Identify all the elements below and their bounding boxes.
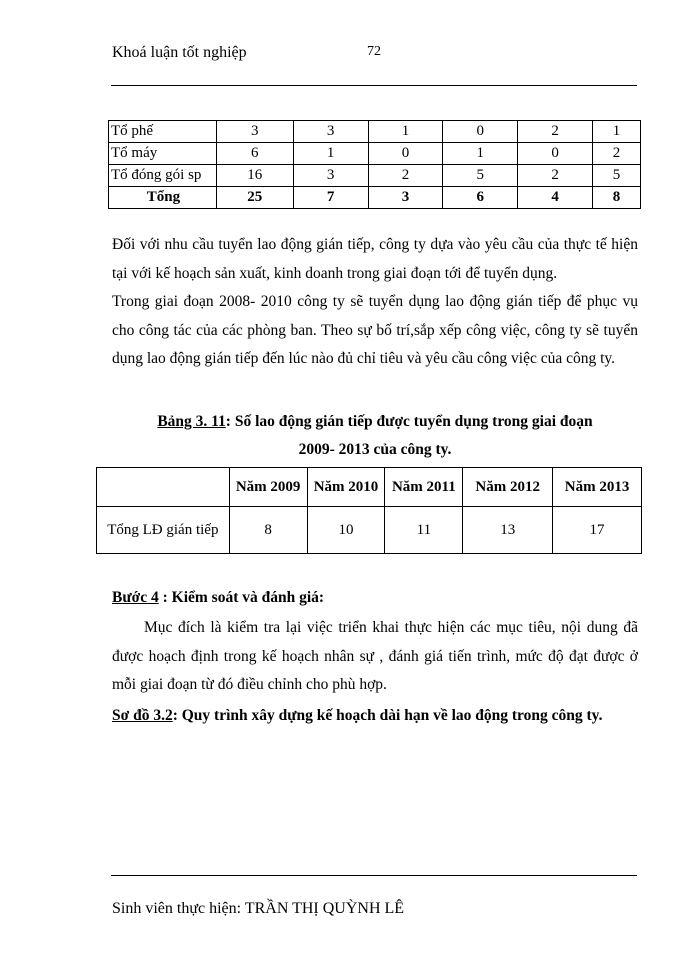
diagram-caption-label: Sơ đồ 3.2 [112,707,173,724]
table-row [109,165,641,187]
row-label: Tổng LĐ gián tiếp [97,507,230,554]
paragraph-recruitment-plan: Trong giai đoạn 2008- 2010 công ty sẽ tuyển dụng lao động gián tiếp để phục vụ cho công tác của các phòng ban. Theo sự bố trí,sắp xếp công việc, công ty sẽ tuyển dụng lao động gián tiếp đến lúc nào đủ chỉ tiêu và yêu cầu công việc của công ty. [112,293,638,367]
table-caption-line2: 2009- 2013 của công ty. [298,441,452,458]
table-cell: 4 [518,187,593,209]
table-cell: 1 [368,121,443,143]
column-header [97,468,230,507]
column-header: Năm 2012 [463,468,553,507]
header-title: Khoá luận tốt nghiệp [112,44,247,61]
table-cell: 0 [443,121,518,143]
total-label: Tổng [109,187,217,209]
table-cell: 1 [293,143,368,165]
paragraph-indirect-labor-needs: Đối với nhu cầu tuyển lao động gián tiếp, công ty dựa vào yêu cầu của thực tế hiện tại với kế hoạch sản xuất, kinh doanh trong giai đoạn tới để tuyển dụng. [112,236,638,282]
table-cell: 6 [216,143,293,165]
table-cell: 8 [593,187,641,209]
table-cell: 16 [216,165,293,187]
column-header: Năm 2009 [229,468,307,507]
column-header: Năm 2010 [307,468,385,507]
table-row [109,121,641,143]
table-caption-line1 [112,408,638,436]
column-header: Năm 2011 [385,468,463,507]
table-cell: 10 [307,507,385,554]
table-caption-label: Bảng 3. 11 [157,413,226,430]
page-number: 72 [367,44,381,59]
table-caption-text: : Số lao động gián tiếp được tuyển dụng trong giai đoạn [225,413,593,430]
table-cell: 3 [293,121,368,143]
step4-label: Bước 4 [112,589,159,606]
table-cell: 25 [216,187,293,209]
row-label: Tổ máy [109,143,217,165]
table-cell: 2 [518,165,593,187]
table-cell: 13 [463,507,553,554]
table-cell: 2 [368,165,443,187]
table-cell: 1 [593,121,641,143]
footer-author: Sinh viên thực hiện: TRẦN THỊ QUỲNH LÊ [112,900,405,917]
row-label: Tổ đóng gói sp [109,165,217,187]
table-cell: 6 [443,187,518,209]
column-header: Năm 2013 [553,468,642,507]
table-cell: 8 [229,507,307,554]
diagram-caption [112,702,638,731]
step4-separator: : [158,589,172,606]
step4-heading [112,584,638,613]
table-cell: 0 [368,143,443,165]
table-cell: 3 [368,187,443,209]
table-cell: 11 [385,507,463,554]
table-cell: 2 [518,121,593,143]
table-total-row [109,187,641,209]
row-label: Tổ phế [109,121,217,143]
table-cell: 1 [443,143,518,165]
header-rule [111,85,637,86]
table-cell: 5 [443,165,518,187]
table-row [97,507,642,554]
diagram-caption-text: : Quy trình xây dựng kế hoạch dài hạn về lao động trong công ty. [172,707,603,724]
step4-title: Kiểm soát và đánh giá: [171,589,325,606]
table-cell: 3 [293,165,368,187]
footer-rule [111,875,637,876]
table-row [109,143,641,165]
table-workers-by-team [108,120,641,209]
step4-body: Mục đích là kiểm tra lại việc triển khai thực hiện các mục tiêu, nội dung đã được hoạch định trong kế hoạch nhân sự , đánh giá tiến trình, mức độ đạt được ở mỗi giai đoạn từ đó điều chỉnh cho phù hợp. [112,619,638,693]
table-indirect-labor [96,467,642,554]
table-cell: 2 [593,143,641,165]
table-cell: 0 [518,143,593,165]
table-cell: 3 [216,121,293,143]
table-header-row [97,468,642,507]
table-cell: 5 [593,165,641,187]
table-cell: 17 [553,507,642,554]
table-cell: 7 [293,187,368,209]
